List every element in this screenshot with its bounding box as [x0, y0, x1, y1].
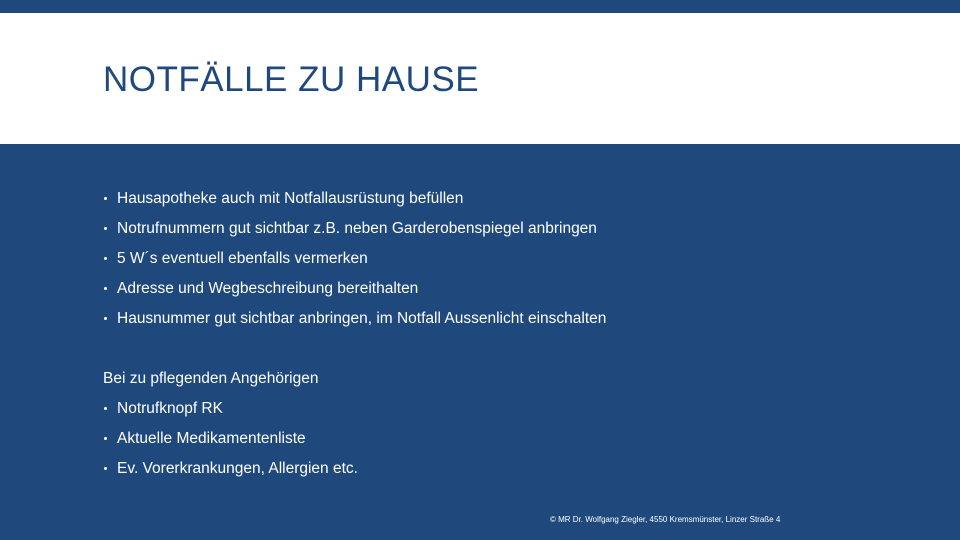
bullet-text: 5 W´s eventuell ebenfalls vermerken — [117, 250, 368, 267]
sub-bullet-list — [103, 394, 903, 484]
bullet-item — [103, 424, 903, 454]
bullet-item — [103, 394, 903, 424]
bullet-dot-icon — [104, 407, 107, 410]
bullet-text: Hausapotheke auch mit Notfallausrüstung befüllen — [117, 190, 464, 207]
bullet-text: Adresse und Wegbeschreibung bereithalten — [117, 280, 419, 297]
spacer — [103, 334, 903, 364]
bullet-text: Notrufknopf RK — [117, 400, 223, 417]
bullet-text: Notrufnummern gut sichtbar z.B. neben Garderobenspiegel anbringen — [117, 220, 597, 237]
footer-copyright: © MR Dr. Wolfgang Ziegler, 4550 Kremsmünster, Linzer Straße 4 — [550, 515, 781, 524]
bullet-text: Aktuelle Medikamentenliste — [117, 430, 306, 447]
bullet-text: Ev. Vorerkrankungen, Allergien etc. — [117, 460, 358, 477]
bullet-dot-icon — [104, 197, 107, 200]
bullet-dot-icon — [104, 437, 107, 440]
bullet-item — [103, 454, 903, 484]
bullet-dot-icon — [104, 287, 107, 290]
bullet-item — [103, 214, 903, 244]
bullet-text: Hausnummer gut sichtbar anbringen, im Notfall Aussenlicht einschalten — [117, 310, 607, 327]
bullet-item — [103, 244, 903, 274]
bullet-dot-icon — [104, 227, 107, 230]
slide-content — [103, 184, 903, 484]
bullet-item — [103, 184, 903, 214]
bullet-dot-icon — [104, 467, 107, 470]
slide-title: NOTFÄLLE ZU HAUSE — [103, 60, 480, 99]
subheading: Bei zu pflegenden Angehörigen — [103, 370, 319, 387]
main-bullet-list — [103, 184, 903, 334]
bullet-dot-icon — [104, 317, 107, 320]
bullet-item — [103, 274, 903, 304]
bullet-dot-icon — [104, 257, 107, 260]
bullet-item — [103, 304, 903, 334]
